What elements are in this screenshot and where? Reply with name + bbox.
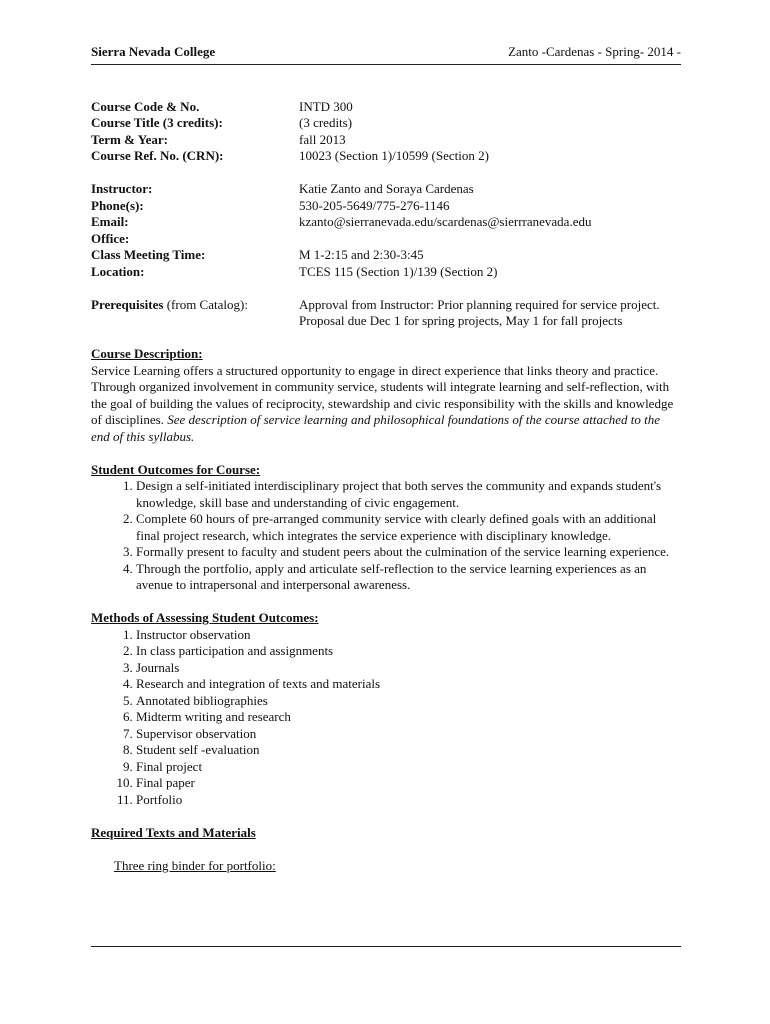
assessment-methods-list	[91, 627, 681, 809]
course-description-title: Course Description:	[91, 346, 203, 361]
phone-label: Phone(s):	[91, 197, 144, 213]
required-materials-line: Three ring binder for portfolio:	[114, 857, 276, 873]
crn-label: Course Ref. No. (CRN):	[91, 148, 224, 163]
list-item: 6. Midterm writing and research	[136, 709, 681, 726]
instructor-value: Katie Zanto and Soraya Cardenas	[299, 181, 474, 196]
list-item: 11. Portfolio	[136, 792, 681, 809]
term-label: Term & Year:	[91, 131, 169, 147]
student-outcomes-heading	[91, 462, 681, 479]
list-item: 5. Annotated bibliographies	[136, 693, 681, 710]
info-row-phone	[91, 198, 681, 215]
list-item: 9. Final project	[136, 759, 681, 776]
course-description-body: Service Learning offers a structured opportunity to engage in direct experience that links theory and practice. Through organized involvement in community service, students will integrate learning and self-reflection, with the goal of building the values of reciprocity, stewardship and civic responsibility with the skills and knowledge of disciplines.	[91, 362, 674, 427]
list-item: 1. Instructor observation	[136, 627, 681, 644]
email-label: Email:	[91, 214, 129, 229]
course-description-text	[91, 363, 681, 446]
info-row-email	[91, 214, 681, 231]
required-materials-title: Required Texts and Materials	[91, 824, 256, 840]
course-description-italic: See description of service learning and philosophical foundations of the course attached to the end of this syllabus.	[91, 412, 661, 444]
student-outcomes-title-suffix: :	[255, 461, 261, 477]
course-description-section	[91, 346, 681, 445]
list-item: 3. Formally present to faculty and student peers about the culmination of the service learning experience.	[136, 544, 681, 561]
info-row-course-title	[91, 115, 681, 132]
info-row-location	[91, 264, 681, 281]
list-item: 4. Research and integration of texts and materials	[136, 676, 681, 693]
student-outcomes-section	[91, 462, 681, 594]
course-code-value: INTD 300	[299, 98, 353, 114]
list-item: 2. Complete 60 hours of pre-arranged community service with clearly defined goals with an additional final project research, which integrates the service experience with disciplinary knowledge.	[136, 511, 681, 544]
info-row-instructor	[91, 181, 681, 198]
info-row-meeting-time	[91, 247, 681, 264]
student-outcomes-list	[91, 478, 681, 594]
info-row-crn	[91, 148, 681, 165]
term-value: fall 2013	[299, 131, 346, 147]
phone-value: 530-205-5649/775-276-1146	[299, 197, 450, 213]
info-row-prerequisites	[91, 297, 681, 330]
instructor-label: Instructor:	[91, 181, 153, 196]
list-item: 1. Design a self-initiated interdisciplinary project that both serves the community and expands student's knowledge, skill base and understanding of civic engagement.	[136, 478, 681, 511]
prerequisites-label-bold: Prerequisites	[91, 296, 164, 312]
page-header	[91, 44, 681, 65]
meeting-time-label: Class Meeting Time:	[91, 247, 206, 262]
assessment-methods-section	[91, 610, 681, 808]
office-label: Office:	[91, 230, 130, 246]
info-row-course-code	[91, 99, 681, 116]
list-item: 4. Through the portfolio, apply and articulate self-reflection to the service learning experiences as an avenue to intrapersonal and interpersonal awareness.	[136, 561, 681, 594]
course-info-block	[91, 99, 681, 330]
list-item: 2. In class participation and assignments	[136, 643, 681, 660]
list-item: 10. Final paper	[136, 775, 681, 792]
prerequisites-label-normal: (from Catalog):	[163, 296, 248, 312]
list-item: 7. Supervisor observation	[136, 726, 681, 743]
crn-value: 10023 (Section 1)/10599 (Section 2)	[299, 148, 489, 163]
assessment-methods-title: Methods of Assessing Student Outcomes	[91, 610, 315, 625]
list-item: 3. Journals	[136, 660, 681, 677]
office-value	[299, 231, 681, 248]
assessment-methods-heading	[91, 610, 681, 627]
footer-divider	[91, 946, 681, 947]
email-value: kzanto@sierranevada.edu/scardenas@sierrranevada.edu	[299, 214, 592, 229]
course-title-label: Course Title (3 credits):	[91, 115, 223, 130]
syllabus-page	[91, 44, 681, 874]
required-materials-section	[91, 825, 681, 875]
meeting-time-value: M 1-2:15 and 2:30-3:45	[299, 247, 424, 262]
prerequisites-label	[91, 297, 299, 330]
location-label: Location:	[91, 263, 145, 279]
location-value: TCES 115 (Section 1)/139 (Section 2)	[299, 263, 498, 279]
student-outcomes-title: Student Outcomes for Course	[91, 461, 256, 477]
course-code-label: Course Code & No.	[91, 98, 200, 114]
prerequisites-value: Approval from Instructor: Prior planning required for service project. Proposal due Dec 1 for spring projects, May 1 for fall projects	[299, 296, 660, 328]
course-title-value: (3 credits)	[299, 115, 353, 130]
info-row-term	[91, 132, 681, 149]
college-name: Sierra Nevada College	[91, 44, 216, 59]
list-item: 8. Student self -evaluation	[136, 742, 681, 759]
assessment-methods-title-suffix: :	[314, 610, 319, 625]
info-row-office	[91, 231, 681, 248]
header-right-text: Zanto -Cardenas - Spring- 2014 -	[508, 44, 681, 59]
